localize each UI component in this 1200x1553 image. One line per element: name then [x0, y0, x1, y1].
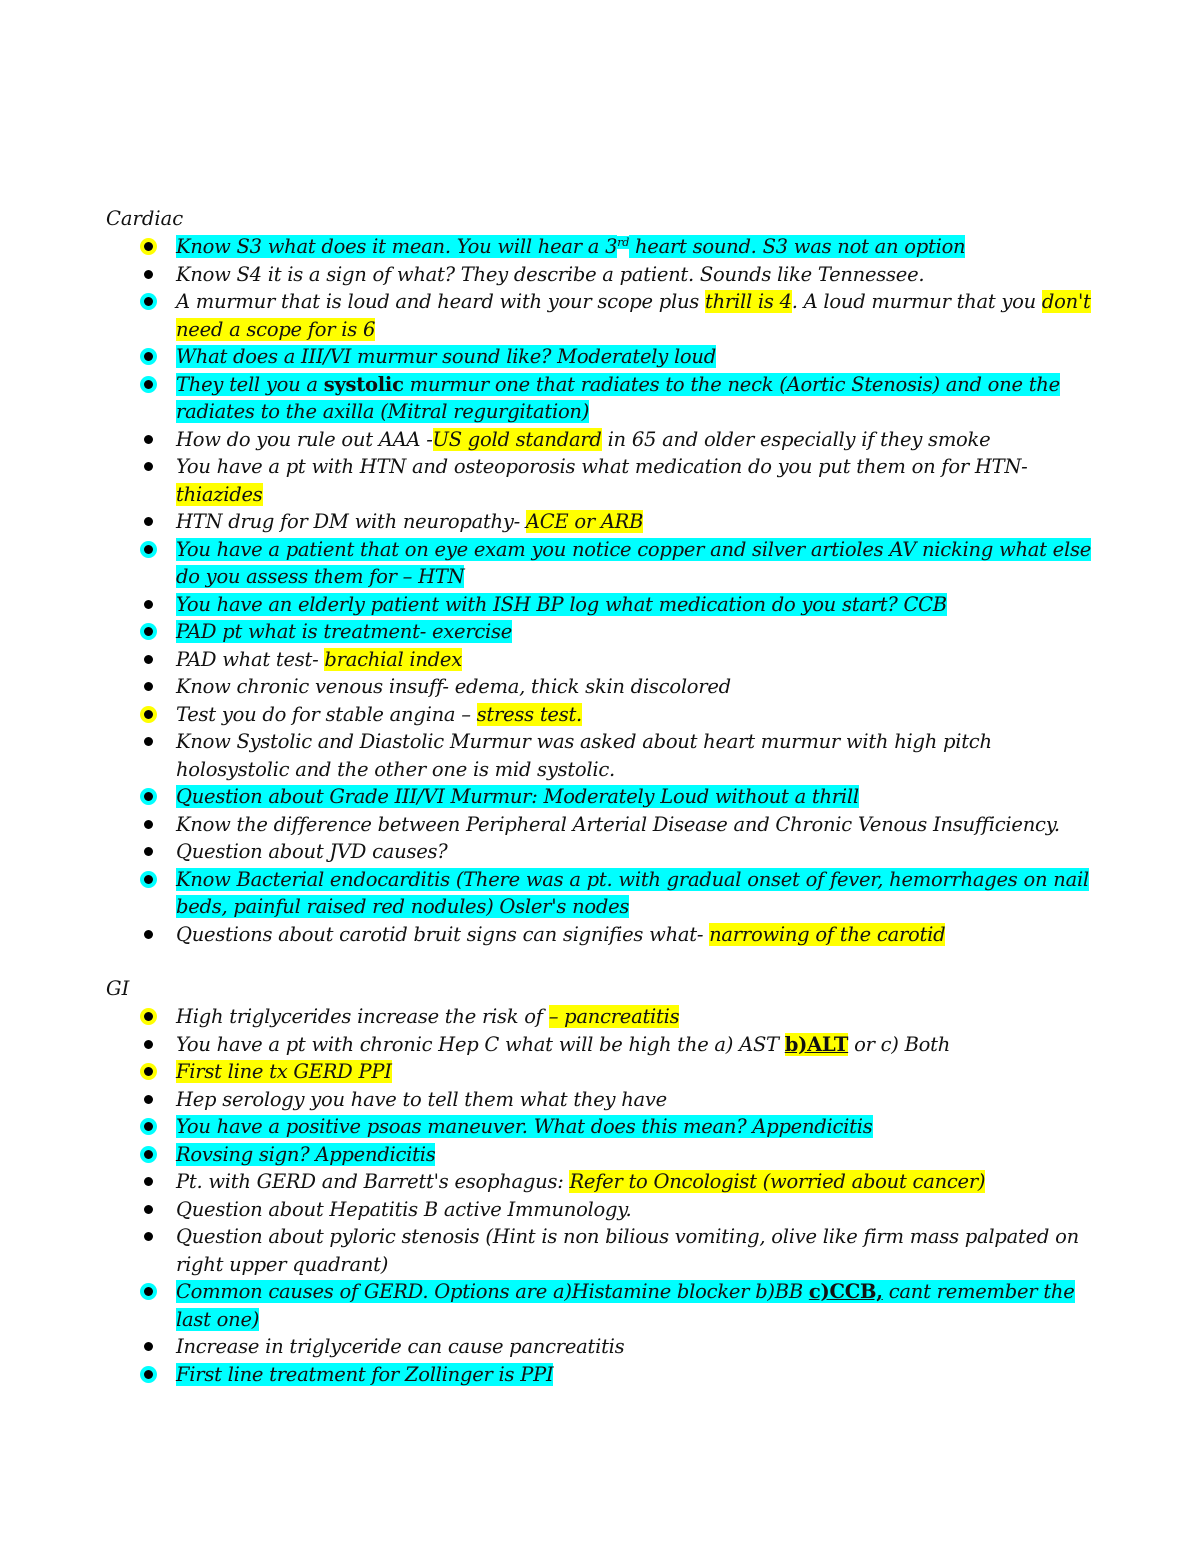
note-text: HTN drug for DM with neuropathy-: [176, 510, 526, 533]
note-text: Know chronic venous insuff- edema, thick skin discolored: [176, 675, 731, 698]
list-item: [106, 1031, 1106, 1059]
list-item: [106, 1086, 1106, 1114]
list-item: [106, 1333, 1106, 1361]
note-text: You have a pt with chronic Hep C what will be high the a) AST: [176, 1032, 785, 1056]
highlighted-text: Question about Grade III/VI Murmur: Moderately Loud without a thrill: [176, 785, 859, 808]
note-text: PAD what test-: [176, 647, 325, 671]
note-text: Know S4 it is a sign of what? They describe a patient. Sounds like Tennessee.: [176, 262, 925, 286]
bullet-dot-icon: [144, 380, 153, 389]
list-item: [106, 453, 1106, 508]
list-item: [106, 921, 1106, 949]
highlighted-text: stress test.: [476, 702, 582, 726]
note-text: Questions about carotid bruit signs can signifies what-: [176, 922, 710, 946]
bullet-dot-icon: [144, 545, 153, 554]
bullet-list: [106, 233, 1106, 948]
bullet-dot-icon: [144, 1067, 153, 1076]
bullet-dot-icon: [144, 1150, 153, 1159]
note-text: High triglycerides increase the risk of: [176, 1005, 549, 1028]
section-heading: GI: [106, 977, 130, 1000]
list-item: [106, 646, 1106, 674]
highlighted-text: Refer to Oncologist (worried about cancer): [569, 1170, 986, 1193]
highlighted-text: ACE or ARB: [525, 510, 644, 533]
bullet-dot-icon: [144, 1232, 153, 1241]
list-item: [106, 1278, 1106, 1333]
list-item: [106, 618, 1106, 646]
bullet-dot-icon: [144, 1122, 153, 1131]
highlighted-text: cant remember the last one): [176, 1280, 1075, 1331]
list-item: [106, 591, 1106, 619]
list-item: [106, 1196, 1106, 1224]
note-text: How do you rule out AAA -: [176, 427, 433, 451]
note-text: A murmur that is loud and heard with your scope plus: [176, 290, 706, 313]
list-item: [106, 673, 1106, 701]
list-item: [106, 1168, 1106, 1196]
list-item: [106, 343, 1106, 371]
bullet-dot-icon: [144, 930, 153, 939]
note-text: You have a pt with HTN and osteoporosis what medication do you put them on for HTN-: [176, 455, 1028, 478]
highlighted-text: rd: [617, 235, 630, 249]
highlighted-text: c)CCB,: [808, 1280, 883, 1303]
note-text: Test you do for stable angina –: [176, 702, 477, 726]
highlighted-text: Common causes of GERD. Options are a)Histamine blocker b)BB: [176, 1280, 809, 1303]
highlighted-text: Know Bacterial endocarditis (There was a pt. with gradual onset of fever, hemorrhages on nail beds, painful raised red nodules) Osler's nodes: [176, 867, 1089, 918]
list-item: [106, 288, 1106, 343]
highlighted-text: PAD pt what is treatment- exercise: [176, 620, 513, 643]
bullet-dot-icon: [144, 737, 153, 746]
highlighted-text: murmur one that radiates to the neck (Aortic Stenosis) and one the radiates to the axilla (Mitral regurgitation): [176, 372, 1060, 423]
highlighted-text: What does a III/VI murmur sound like? Moderately loud: [176, 345, 716, 368]
highlighted-text: brachial index: [324, 647, 462, 671]
bullet-dot-icon: [144, 352, 153, 361]
note-text: Question about JVD causes?: [176, 840, 448, 863]
bullet-dot-icon: [144, 1177, 153, 1186]
highlighted-text: b)ALT: [784, 1032, 849, 1056]
highlighted-text: systolic: [323, 372, 404, 396]
bullet-dot-icon: [144, 820, 153, 829]
list-item: [106, 866, 1106, 921]
list-item: [106, 811, 1106, 839]
bullet-dot-icon: [144, 242, 153, 251]
study-notes-page: [106, 204, 1106, 1388]
bullet-dot-icon: [144, 1205, 153, 1214]
list-item: [106, 371, 1106, 426]
list-item: [106, 1058, 1106, 1086]
list-item: [106, 838, 1106, 866]
list-item: [106, 1141, 1106, 1169]
bullet-dot-icon: [144, 655, 153, 664]
note-text: Know Systolic and Diastolic Murmur was asked about heart murmur with high pitch holosystolic and the other one is mid systolic.: [176, 730, 992, 781]
highlighted-text: First line treatment for Zollinger is PPI: [176, 1362, 554, 1386]
bullet-dot-icon: [144, 1370, 153, 1379]
highlighted-text: You have an elderly patient with ISH BP log what medication do you start? CCB: [176, 592, 947, 616]
list-item: [106, 233, 1106, 261]
highlighted-text: They tell you a: [176, 372, 324, 396]
highlighted-text: Know S3 what does it mean. You will hear a 3: [176, 235, 618, 258]
list-item: [106, 536, 1106, 591]
bullet-dot-icon: [144, 517, 153, 526]
note-text: or c) Both: [848, 1032, 951, 1056]
list-item: [106, 1223, 1106, 1278]
note-text: Increase in triglyceride can cause pancreatitis: [176, 1335, 625, 1358]
note-text: Know the difference between Peripheral Arterial Disease and Chronic Venous Insufficiency.: [176, 812, 1060, 836]
highlighted-text: You have a positive psoas maneuver. What does this mean? Appendicitis: [176, 1115, 873, 1138]
highlighted-text: – pancreatitis: [548, 1005, 680, 1028]
highlighted-text: First line tx GERD PPI: [176, 1060, 392, 1083]
bullet-dot-icon: [144, 435, 153, 444]
highlighted-text: Rovsing sign? Appendicitis: [176, 1142, 436, 1166]
highlighted-text: don't need a scope for is 6: [176, 290, 1091, 341]
highlighted-text: heart sound. S3 was not an option: [629, 235, 966, 258]
list-item: [106, 728, 1106, 783]
section-heading: Cardiac: [106, 207, 184, 230]
notes-content: [106, 204, 1106, 1388]
bullet-list: [106, 1003, 1106, 1388]
bullet-dot-icon: [144, 875, 153, 884]
list-item: [106, 1113, 1106, 1141]
bullet-dot-icon: [144, 270, 153, 279]
highlighted-text: US gold standard: [432, 427, 602, 451]
note-text: Hep serology you have to tell them what they have: [176, 1087, 667, 1111]
list-item: [106, 701, 1106, 729]
highlighted-text: You have a patient that on eye exam you notice copper and silver artioles AV nicking what else do you assess them for – HTN: [176, 537, 1091, 588]
bullet-dot-icon: [144, 1040, 153, 1049]
note-text: in 65 and older especially if they smoke: [601, 427, 991, 451]
note-text: Question about Hepatitis B active Immunology.: [176, 1197, 632, 1221]
section-spacer: [106, 948, 1106, 974]
bullet-dot-icon: [144, 710, 153, 719]
bullet-dot-icon: [144, 297, 153, 306]
bullet-dot-icon: [144, 1012, 153, 1021]
bullet-dot-icon: [144, 792, 153, 801]
bullet-dot-icon: [144, 1342, 153, 1351]
bullet-dot-icon: [144, 600, 153, 609]
list-item: [106, 508, 1106, 536]
list-item: [106, 1361, 1106, 1389]
bullet-dot-icon: [144, 462, 153, 471]
note-text: Question about pyloric stenosis (Hint is non bilious vomiting, olive like firm mass palpated on right upper quadrant): [176, 1225, 1079, 1276]
note-text: . A loud murmur that you: [791, 290, 1042, 313]
bullet-dot-icon: [144, 847, 153, 856]
highlighted-text: thrill is 4: [705, 290, 792, 313]
bullet-dot-icon: [144, 1095, 153, 1104]
bullet-dot-icon: [144, 1287, 153, 1296]
list-item: [106, 261, 1106, 289]
list-item: [106, 783, 1106, 811]
note-text: Pt. with GERD and Barrett's esophagus:: [176, 1170, 570, 1193]
list-item: [106, 1003, 1106, 1031]
highlighted-text: thiazides: [176, 482, 263, 506]
highlighted-text: narrowing of the carotid: [709, 922, 946, 946]
bullet-dot-icon: [144, 627, 153, 636]
bullet-dot-icon: [144, 682, 153, 691]
list-item: [106, 426, 1106, 454]
